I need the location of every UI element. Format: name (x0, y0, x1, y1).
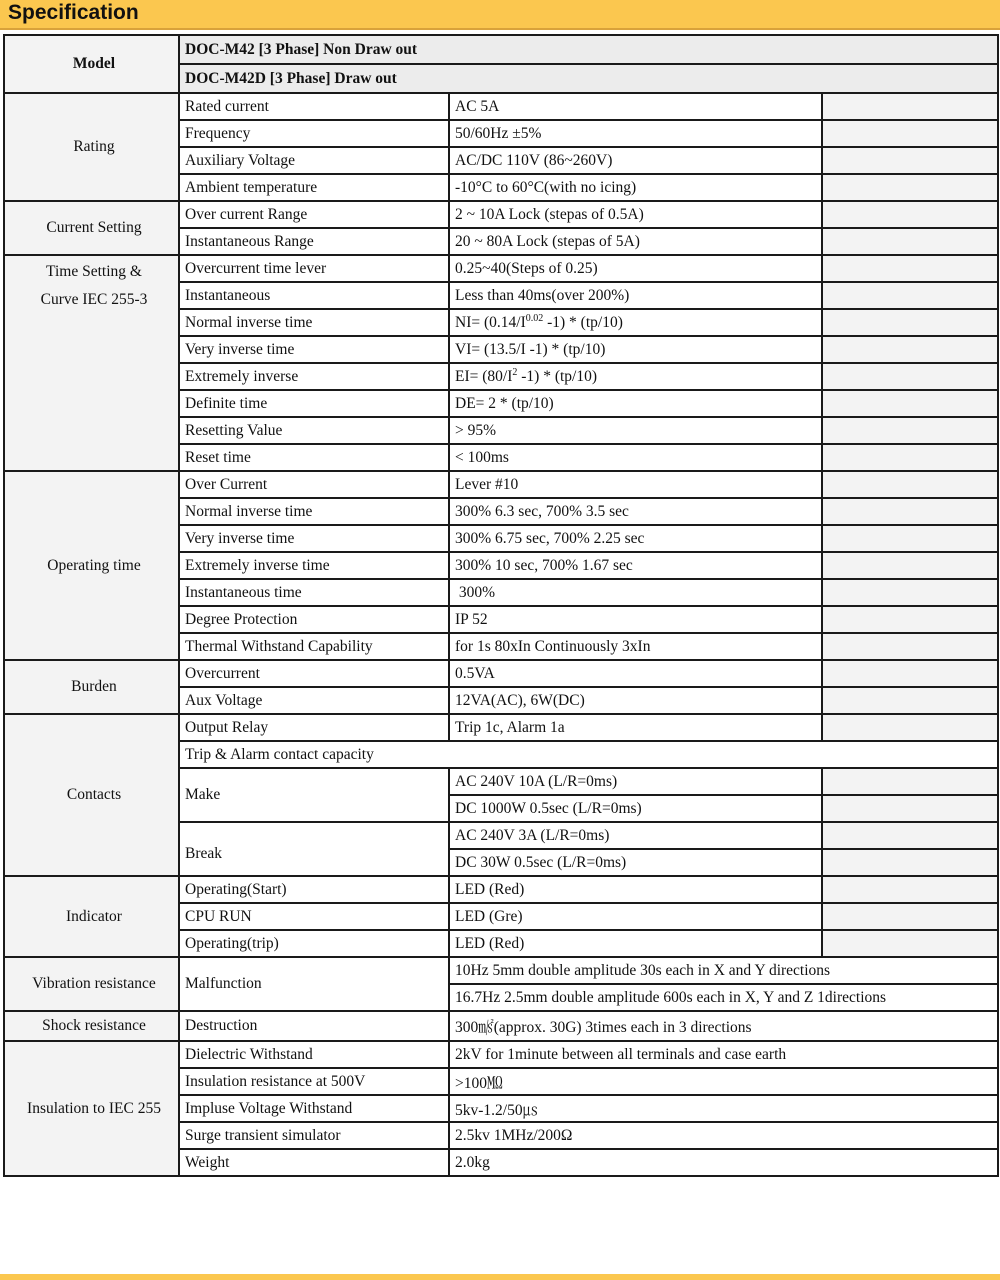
spec-item: Weight (179, 1149, 449, 1176)
spec-blank (822, 822, 998, 849)
spec-item: Destruction (179, 1011, 449, 1041)
page-title: Specification (8, 1, 139, 24)
spec-item: Rated current (179, 93, 449, 120)
spec-value: VI= (13.5/I -1) * (tp/10) (449, 336, 822, 363)
spec-value: DC 30W 0.5sec (L/R=0ms) (449, 849, 822, 876)
category-indicator: Indicator (4, 876, 179, 957)
spec-item: Surge transient simulator (179, 1122, 449, 1149)
spec-value: LED (Red) (449, 930, 822, 957)
spec-item: Very inverse time (179, 525, 449, 552)
spec-blank (822, 147, 998, 174)
spec-value: for 1s 80xIn Continuously 3xIn (449, 633, 822, 660)
spec-value: 16.7Hz 2.5mm double amplitude 600s each in X, Y and Z 1directions (449, 984, 998, 1011)
spec-blank (822, 336, 998, 363)
spec-value: 10Hz 5mm double amplitude 30s each in X and Y directions (449, 957, 998, 984)
spec-value: $EI= (80/I^2$ -1) * (tp/10) (449, 363, 822, 390)
specification-table (3, 34, 999, 1177)
spec-blank (822, 849, 998, 876)
spec-blank (822, 174, 998, 201)
spec-blank (822, 444, 998, 471)
spec-item: Overcurrent time lever (179, 255, 449, 282)
spec-value: 300㎨(approx. 30G) 3times each in 3 directions (449, 1011, 998, 1041)
spec-blank (822, 930, 998, 957)
spec-value: DC 1000W 0.5sec (L/R=0ms) (449, 795, 822, 822)
spec-value: 300% (449, 579, 822, 606)
spec-blank (822, 579, 998, 606)
spec-blank (822, 795, 998, 822)
spec-item: Instantaneous (179, 282, 449, 309)
category-burden: Burden (4, 660, 179, 714)
spec-value: 5kv-1.2/50㎲ (449, 1095, 998, 1122)
spec-value: Less than 40ms(over 200%) (449, 282, 822, 309)
spec-item: Malfunction (179, 957, 449, 1011)
spec-item: Resetting Value (179, 417, 449, 444)
spec-item: Break (179, 822, 449, 876)
spec-value: 300% 6.3 sec, 700% 3.5 sec (449, 498, 822, 525)
spec-value: 2 ~ 10A Lock (stepas of 0.5A) (449, 201, 822, 228)
header-bar (0, 0, 1000, 30)
time-setting-label-line2: Curve IEC 255-3 (40, 291, 148, 308)
spec-blank (822, 687, 998, 714)
spec-blank (822, 633, 998, 660)
spec-blank (822, 660, 998, 687)
spec-item: Very inverse time (179, 336, 449, 363)
spec-blank (822, 255, 998, 282)
spec-blank (822, 552, 998, 579)
spec-item: Over current Range (179, 201, 449, 228)
spec-value: 2.5kv 1MHz/200Ω (449, 1122, 998, 1149)
spec-value: > 95% (449, 417, 822, 444)
category-current-setting: Current Setting (4, 201, 179, 255)
model-value: DOC-M42D [3 Phase] Draw out (179, 64, 998, 93)
spec-item: Overcurrent (179, 660, 449, 687)
spec-blank (822, 471, 998, 498)
spec-item: Over Current (179, 471, 449, 498)
spec-blank (822, 606, 998, 633)
time-setting-label-line1: Time Setting & (46, 263, 142, 280)
spec-value: 2.0kg (449, 1149, 998, 1176)
spec-blank (822, 228, 998, 255)
model-value: DOC-M42 [3 Phase] Non Draw out (179, 35, 998, 64)
spec-item: Operating(trip) (179, 930, 449, 957)
category-time-setting (4, 255, 179, 471)
spec-item: Definite time (179, 390, 449, 417)
spec-item: Instantaneous time (179, 579, 449, 606)
spec-item: Impluse Voltage Withstand (179, 1095, 449, 1122)
spec-item: Output Relay (179, 714, 449, 741)
spec-value: 2kV for 1minute between all terminals and case earth (449, 1041, 998, 1068)
spec-item: Dielectric Withstand (179, 1041, 449, 1068)
spec-item: Make (179, 768, 449, 822)
spec-value: 50/60Hz ±5% (449, 120, 822, 147)
contact-capacity-heading: Trip & Alarm contact capacity (179, 741, 998, 768)
spec-item: Instantaneous Range (179, 228, 449, 255)
category-rating: Rating (4, 93, 179, 201)
spec-item: Aux Voltage (179, 687, 449, 714)
spec-value: LED (Gre) (449, 903, 822, 930)
spec-value: 20 ~ 80A Lock (stepas of 5A) (449, 228, 822, 255)
spec-blank (822, 93, 998, 120)
spec-item: CPU RUN (179, 903, 449, 930)
category-contacts: Contacts (4, 714, 179, 876)
spec-blank (822, 282, 998, 309)
spec-item: Frequency (179, 120, 449, 147)
spec-value: LED (Red) (449, 876, 822, 903)
spec-blank (822, 525, 998, 552)
spec-blank (822, 903, 998, 930)
spec-item: Normal inverse time (179, 498, 449, 525)
spec-item: Insulation resistance at 500V (179, 1068, 449, 1095)
category-operating-time: Operating time (4, 471, 179, 660)
spec-value: Lever #10 (449, 471, 822, 498)
spec-value: -10°C to 60°C(with no icing) (449, 174, 822, 201)
spec-value: >100㏁ (449, 1068, 998, 1095)
footer-line (0, 1274, 1000, 1280)
spec-value: AC 240V 10A (L/R=0ms) (449, 768, 822, 795)
spec-value: 0.5VA (449, 660, 822, 687)
spec-blank (822, 390, 998, 417)
spec-value: $NI= (0.14/I^{0.02}$ -1) * (tp/10) (449, 309, 822, 336)
spec-blank (822, 417, 998, 444)
spec-value: IP 52 (449, 606, 822, 633)
spec-blank (822, 498, 998, 525)
spec-item: Degree Protection (179, 606, 449, 633)
spec-item: Thermal Withstand Capability (179, 633, 449, 660)
spec-value: AC 240V 3A (L/R=0ms) (449, 822, 822, 849)
spec-item: Operating(Start) (179, 876, 449, 903)
category-vibration: Vibration resistance (4, 957, 179, 1011)
spec-blank (822, 309, 998, 336)
spec-value: 300% 6.75 sec, 700% 2.25 sec (449, 525, 822, 552)
spec-blank (822, 363, 998, 390)
spec-value: 300% 10 sec, 700% 1.67 sec (449, 552, 822, 579)
spec-item: Extremely inverse (179, 363, 449, 390)
spec-item: Extremely inverse time (179, 552, 449, 579)
category-insulation: Insulation to IEC 255 (4, 1041, 179, 1176)
spec-item: Normal inverse time (179, 309, 449, 336)
spec-value: AC/DC 110V (86~260V) (449, 147, 822, 174)
spec-value: AC 5A (449, 93, 822, 120)
spec-value: < 100ms (449, 444, 822, 471)
spec-item: Reset time (179, 444, 449, 471)
spec-blank (822, 120, 998, 147)
spec-value: DE= 2 * (tp/10) (449, 390, 822, 417)
spec-blank (822, 201, 998, 228)
spec-blank (822, 768, 998, 795)
spec-item: Ambient temperature (179, 174, 449, 201)
model-label: Model (4, 35, 179, 93)
spec-blank (822, 714, 998, 741)
spec-value: 0.25~40(Steps of 0.25) (449, 255, 822, 282)
spec-item: Auxiliary Voltage (179, 147, 449, 174)
spec-blank (822, 876, 998, 903)
spec-value: Trip 1c, Alarm 1a (449, 714, 822, 741)
spec-value: 12VA(AC), 6W(DC) (449, 687, 822, 714)
category-shock: Shock resistance (4, 1011, 179, 1041)
